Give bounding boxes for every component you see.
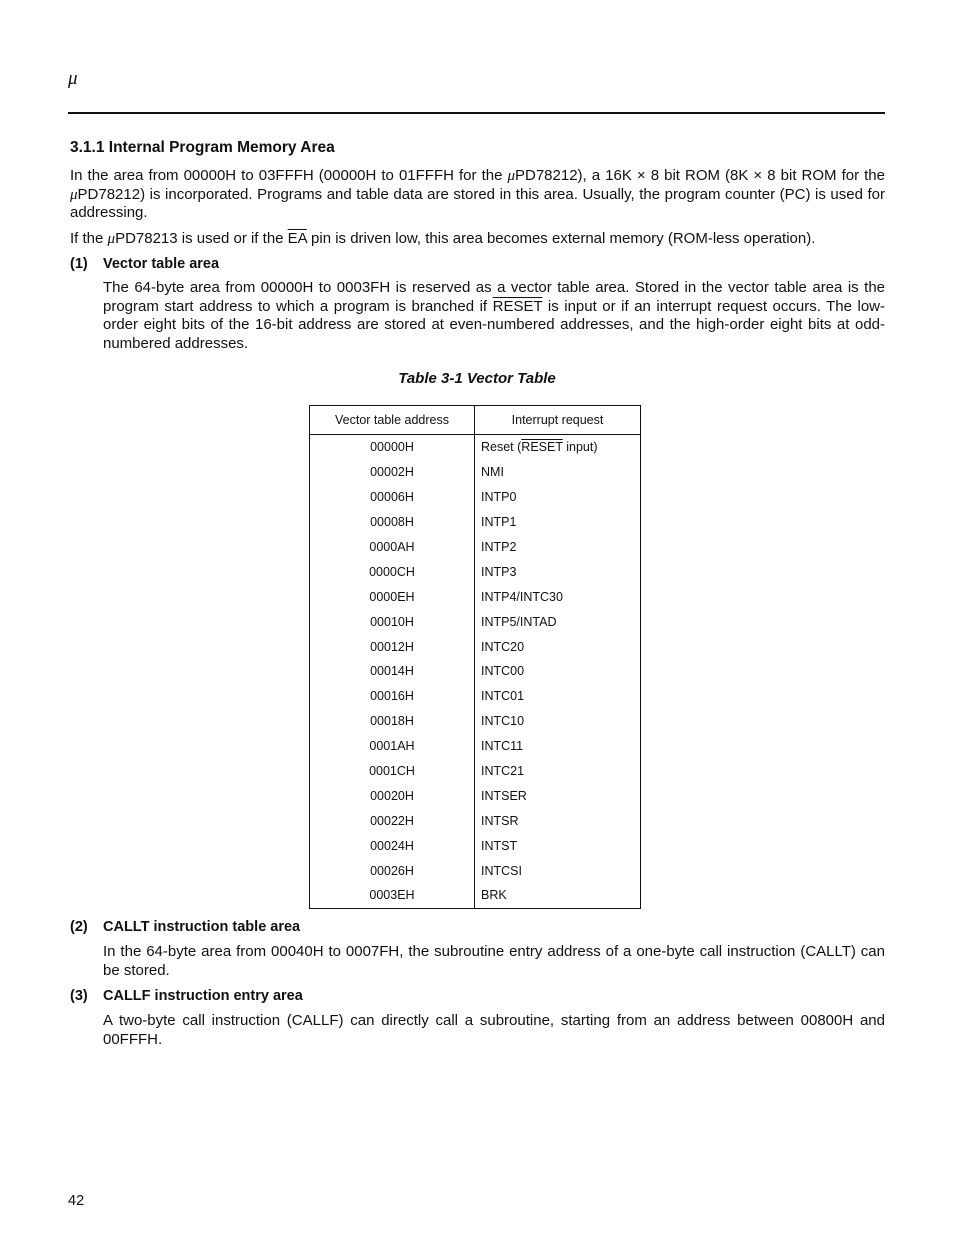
ea-signal: $\overline{EA}$: [287, 230, 307, 247]
header-rule: [68, 112, 885, 114]
table-row: [310, 833, 641, 858]
request-cell: INTP5/INTAD: [481, 614, 557, 629]
table-row: [310, 684, 641, 709]
address-cell: 0000EH: [310, 584, 475, 609]
section-title: 3.1.1 Internal Program Memory Area: [70, 139, 335, 156]
table-row: [310, 584, 641, 609]
address-cell: 0000AH: [310, 535, 475, 560]
table-row: [310, 535, 641, 560]
request-cell: NMI: [481, 465, 504, 480]
table-row: [310, 759, 641, 784]
request-cell: INTST: [481, 838, 518, 853]
address-cell: 0001AH: [310, 734, 475, 759]
table-row: [310, 734, 641, 759]
request-cell: INTC21: [481, 764, 525, 779]
table-row: [310, 435, 641, 460]
table-row: [310, 783, 641, 808]
intro-paragraph-1: In the area from 00000H to 03FFFH (00000H to 01FFFH for the μPD78212), a 16K × 8 bit ROM (8K × 8 bit ROM for the μPD78212) is incorporated. Programs and table data are stored in this area. Usually, the program counter (PC) is used for addressing.: [70, 167, 885, 222]
callf-heading: (3) CALLF instruction entry area: [70, 988, 303, 1004]
request-cell: INTSER: [481, 788, 527, 803]
address-cell: 00014H: [310, 659, 475, 684]
column-header-request: Interrupt request: [475, 406, 641, 435]
address-cell: 00008H: [310, 510, 475, 535]
table-row: [310, 510, 641, 535]
request-cell: INTP1: [481, 515, 517, 530]
address-cell: 00000H: [310, 435, 475, 460]
request-cell: Reset (RESET input): [481, 440, 598, 455]
table-row: [310, 485, 641, 510]
page-number: 42: [68, 1193, 85, 1209]
address-cell: 00018H: [310, 709, 475, 734]
address-cell: 00020H: [310, 783, 475, 808]
request-cell: INTC00: [481, 664, 525, 679]
table-row: [310, 460, 641, 485]
intro-paragraph-2: If the μPD78213 is used or if the $\overline{EA}$ pin is driven low, this area becomes external memory (ROM-less operation).: [70, 230, 816, 247]
address-cell: 0000CH: [310, 559, 475, 584]
table-row: [310, 634, 641, 659]
address-cell: 00016H: [310, 684, 475, 709]
request-cell: INTC01: [481, 689, 525, 704]
header-mu-symbol: μ: [68, 68, 78, 89]
table-row: [310, 709, 641, 734]
request-cell: INTP0: [481, 490, 517, 505]
reset-signal: RESET: [492, 297, 543, 315]
callt-heading: (2) CALLT instruction table area: [70, 919, 301, 935]
request-cell: INTSR: [481, 813, 519, 828]
vector-area-text: The 64-byte area from 00000H to 0003FH is reserved as a vector table area. Stored in the vector table area is the program start address to which a program is branched if RESET is input or if an interrupt request occurs. The low-order eight bits of the 16-bit address are stored at even-numbered addresses, and the high-order eight bits at odd-numbered addresses.: [103, 279, 885, 352]
address-cell: 00012H: [310, 634, 475, 659]
table-row: [310, 808, 641, 833]
table-row: [310, 883, 641, 908]
request-cell: INTC11: [481, 739, 524, 754]
table-row: [310, 858, 641, 883]
table-row: [310, 609, 641, 634]
request-cell: INTP3: [481, 564, 517, 579]
request-cell: INTP4/INTC30: [481, 589, 563, 604]
request-cell: INTC10: [481, 714, 525, 729]
address-cell: 0001CH: [310, 759, 475, 784]
request-cell: INTCSI: [481, 863, 522, 878]
request-cell: INTP2: [481, 540, 517, 554]
vector-area-heading: (1) Vector table area: [70, 256, 220, 272]
address-cell: 00006H: [310, 485, 475, 510]
callt-text: In the 64-byte area from 00040H to 0007FH, the subroutine entry address of a one-byte call instruction (CALLT) can be stored.: [103, 943, 885, 979]
table-row: [310, 559, 641, 584]
callf-text: A two-byte call instruction (CALLF) can directly call a subroutine, starting from an address between 00800H and 00FFFH.: [103, 1012, 885, 1048]
address-cell: 00010H: [310, 609, 475, 634]
request-cell: INTC20: [481, 639, 525, 654]
table-row: [310, 659, 641, 684]
address-cell: 00022H: [310, 808, 475, 833]
column-header-address: Vector table address: [310, 406, 475, 435]
address-cell: 00002H: [310, 460, 475, 485]
address-cell: 00024H: [310, 833, 475, 858]
address-cell: 00026H: [310, 858, 475, 883]
table-caption: Table 3-1 Vector Table: [398, 370, 556, 387]
vector-table: [309, 405, 641, 909]
request-cell: BRK: [481, 888, 507, 903]
address-cell: 0003EH: [310, 883, 475, 908]
